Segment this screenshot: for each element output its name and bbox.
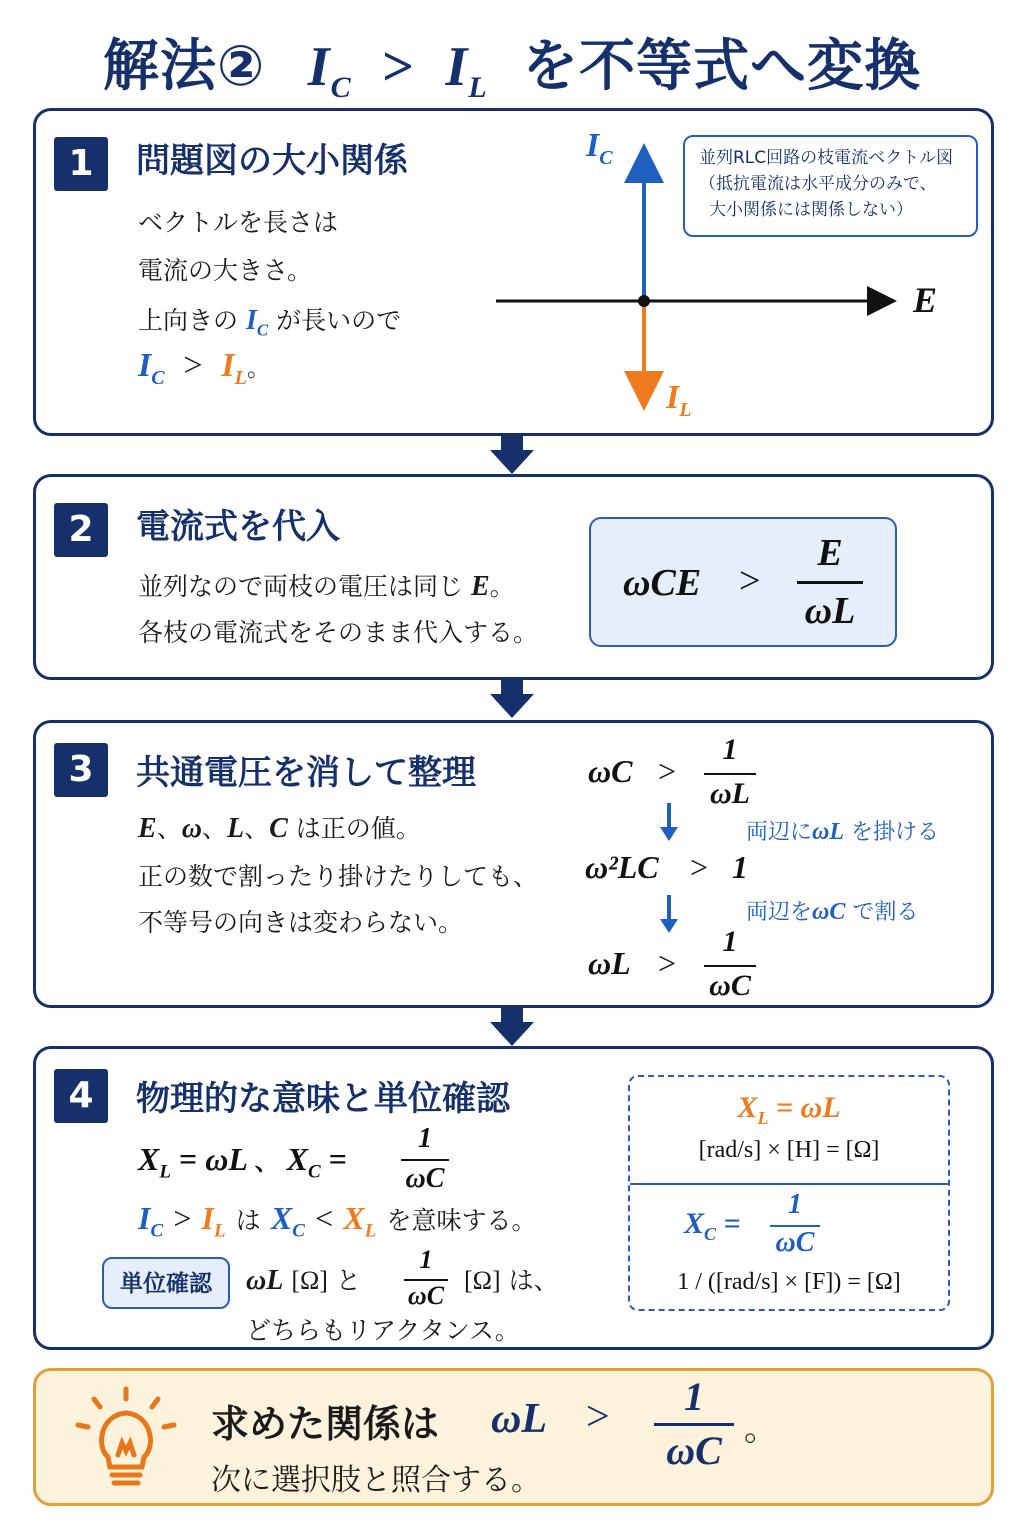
step2-eq-left: ωCE bbox=[623, 562, 702, 604]
step2-line2: 各枝の電流式をそのまま代入する。 bbox=[138, 618, 539, 647]
step1-line2: 電流の大きさ。 bbox=[138, 256, 313, 285]
title-il: I bbox=[445, 36, 469, 98]
step1-concl-il: I bbox=[221, 347, 235, 384]
step3-line1-end: は正の値。 bbox=[295, 814, 421, 843]
box-xc: X bbox=[684, 1207, 705, 1240]
step4-unit-ohm1: [Ω] bbox=[291, 1266, 328, 1295]
step3-sep1: 、 bbox=[156, 814, 182, 843]
flow-arrow-3 bbox=[490, 1008, 534, 1046]
step3-var-c: C bbox=[269, 813, 288, 844]
step4-il: I bbox=[201, 1200, 214, 1236]
step1-line3 bbox=[138, 301, 401, 341]
step3-eq2-left: ω²LC bbox=[585, 849, 659, 885]
step4-lt: < bbox=[315, 1200, 334, 1236]
step3-eq1-gt: > bbox=[658, 753, 677, 789]
step1-line3-post: が長いので bbox=[276, 306, 402, 335]
step3-var-omega: ω bbox=[181, 813, 202, 844]
box-xl-sub: L bbox=[757, 1108, 769, 1128]
step4-defs bbox=[138, 1141, 347, 1183]
step2-number: 2 bbox=[54, 503, 108, 557]
step4-line2-post: を意味する。 bbox=[386, 1206, 537, 1235]
step4-unit-ohm2: [Ω] bbox=[464, 1266, 501, 1295]
step4-xl2-sub: L bbox=[364, 1220, 377, 1242]
step1-concl-il-sub: L bbox=[234, 366, 247, 389]
step1-line3-pre: 上向きの bbox=[138, 306, 239, 335]
step3-number: 3 bbox=[54, 743, 108, 797]
step3-note2-var: ωC bbox=[812, 899, 846, 925]
title-gt: > bbox=[382, 36, 416, 98]
step3-eq3-gt: > bbox=[658, 945, 677, 981]
flow-arrow-1 bbox=[490, 436, 534, 474]
step4-eq1: = bbox=[178, 1141, 198, 1177]
step1-concl-ic: I bbox=[138, 347, 152, 384]
box-xl-rhs: = ωL bbox=[775, 1091, 841, 1124]
step4-xl-sub: L bbox=[159, 1161, 171, 1183]
conclusion-eq-gt: > bbox=[586, 1394, 610, 1440]
step4-gt: > bbox=[173, 1200, 192, 1236]
diagram-il: I bbox=[666, 379, 680, 416]
conclusion-line1: 求めた関係は bbox=[211, 1402, 440, 1446]
step3-note1-post: を掛ける bbox=[851, 820, 940, 845]
step4-xc2-sub: C bbox=[292, 1220, 305, 1242]
step1-concl-gt: > bbox=[183, 347, 203, 384]
title-suffix: を不等式へ変換 bbox=[522, 34, 922, 99]
step4-eq2: = bbox=[328, 1141, 347, 1177]
step2-title: 電流式を代入 bbox=[136, 507, 340, 547]
box-xl: X bbox=[737, 1091, 758, 1124]
step2-panel bbox=[33, 474, 994, 680]
step4-unit-wl: ωL bbox=[246, 1265, 284, 1296]
step4-xc-num: 1 bbox=[418, 1123, 432, 1154]
step2-eq-fraction-bar bbox=[797, 581, 863, 584]
step2-line1-end: 。 bbox=[489, 572, 515, 601]
title-ic: I bbox=[307, 36, 331, 98]
step1-title: 問題図の大小関係 bbox=[136, 141, 408, 181]
diagram-ic-sub: C bbox=[599, 146, 613, 169]
step4-il-sub: L bbox=[213, 1220, 226, 1242]
step4-xc-bar bbox=[401, 1159, 449, 1161]
conclusion-panel bbox=[33, 1368, 994, 1506]
step4-xc-sub: C bbox=[308, 1161, 321, 1183]
step1-conclusion bbox=[138, 345, 271, 390]
step3-title: 共通電圧を消して整理 bbox=[136, 753, 476, 793]
step2-line1-pre: 並列なので両枝の電圧は同じ bbox=[138, 572, 464, 601]
step4-xc2: X bbox=[270, 1200, 293, 1236]
step4-unit-line1 bbox=[246, 1261, 361, 1297]
step3-eq1-left: ωC bbox=[588, 753, 633, 789]
reactance-xc-eq bbox=[684, 1207, 741, 1245]
conclusion-eq-den: ωC bbox=[666, 1428, 722, 1473]
step4-wa: は bbox=[235, 1206, 261, 1235]
step3-note2 bbox=[746, 895, 918, 926]
unit-check-badge: 単位確認 bbox=[102, 1257, 230, 1309]
reactance-xc-units: 1 / ([rad/s] × [F]) = [Ω] bbox=[677, 1269, 901, 1295]
step3-note2-post: で割る bbox=[852, 900, 919, 925]
conclusion-eq-num: 1 bbox=[684, 1374, 704, 1419]
step4-xl-val: ωL bbox=[205, 1141, 247, 1177]
conclusion-line2: 次に選択肢と照合する。 bbox=[211, 1463, 541, 1498]
step3-note2-pre: 両辺を bbox=[746, 900, 813, 925]
box-xc-den: ωC bbox=[775, 1227, 815, 1258]
step4-unit-to: と bbox=[335, 1266, 361, 1295]
reactance-divider bbox=[630, 1183, 948, 1185]
step3-eq2-right: 1 bbox=[732, 849, 748, 885]
step2-line1-var: E bbox=[470, 571, 490, 602]
box-xc-eq: = bbox=[723, 1207, 741, 1240]
step4-ic: I bbox=[138, 1200, 151, 1236]
conclusion-eq-bar bbox=[654, 1423, 734, 1426]
vector-note-line2: （抵抗電流は水平成分のみで、 bbox=[699, 174, 937, 194]
diagram-ic-label bbox=[586, 127, 613, 170]
step3-eq1-den: ωL bbox=[709, 777, 751, 810]
step3-eq3-num: 1 bbox=[722, 925, 738, 958]
reactance-xl-units: [rad/s] × [H] = [Ω] bbox=[698, 1137, 880, 1163]
vector-note-line1: 並列RLC回路の枝電流ベクトル図 bbox=[699, 148, 954, 168]
step3-eq1-bar bbox=[704, 773, 756, 775]
step3-line1 bbox=[138, 809, 421, 845]
step3-var-l: L bbox=[226, 813, 245, 844]
step4-meaning bbox=[138, 1199, 537, 1242]
step2-eq-den: ωL bbox=[804, 590, 856, 632]
step2-equation-box bbox=[589, 517, 897, 647]
step4-ic-sub: C bbox=[150, 1220, 164, 1242]
step3-eq3-left: ωL bbox=[588, 945, 631, 981]
step3-note1-pre: 両辺に bbox=[746, 820, 813, 845]
step4-panel bbox=[33, 1046, 994, 1350]
step4-unit-line1b bbox=[464, 1261, 559, 1297]
step4-unit-end: は、 bbox=[508, 1266, 559, 1295]
step4-unit-den: ωC bbox=[407, 1281, 445, 1310]
box-xc-sub: C bbox=[704, 1224, 717, 1244]
step1-concl-end: 。 bbox=[246, 354, 271, 382]
step2-line1 bbox=[138, 567, 515, 603]
step1-line3-ic-sub: C bbox=[256, 320, 269, 340]
step3-eq3-den: ωC bbox=[709, 969, 751, 1002]
step3-eq2-gt: > bbox=[690, 849, 709, 885]
flow-arrow-2 bbox=[490, 680, 534, 718]
step3-arrow-1 bbox=[658, 803, 680, 843]
step4-number: 4 bbox=[54, 1069, 108, 1123]
step3-var-e: E bbox=[138, 813, 157, 844]
step1-number: 1 bbox=[54, 137, 108, 191]
reactance-xl-eq bbox=[630, 1091, 948, 1129]
step1-concl-ic-sub: C bbox=[151, 366, 165, 389]
diagram-il-sub: L bbox=[679, 398, 692, 421]
box-xc-num: 1 bbox=[788, 1189, 802, 1220]
step3-arrow-2 bbox=[658, 895, 680, 935]
conclusion-eq-end: 。 bbox=[744, 1409, 778, 1449]
step3-sep2: 、 bbox=[201, 814, 227, 843]
step3-line2: 正の数で割ったり掛けたりしても、 bbox=[138, 862, 539, 891]
page-title bbox=[0, 22, 1024, 105]
step2-eq-gt: > bbox=[739, 560, 761, 602]
diagram-e-label: E bbox=[913, 280, 938, 320]
step1-panel bbox=[33, 108, 994, 436]
reactance-box bbox=[628, 1075, 950, 1311]
vector-note bbox=[683, 135, 978, 237]
step4-unit-num: 1 bbox=[419, 1245, 433, 1274]
diagram-il-label bbox=[666, 379, 691, 422]
vector-note-line3: 大小関係には関係しない） bbox=[709, 200, 913, 220]
step3-note1 bbox=[746, 815, 939, 846]
step3-eq1-num: 1 bbox=[722, 733, 738, 766]
step4-unit-line2: どちらもリアクタンス。 bbox=[246, 1316, 520, 1345]
step4-xc: X bbox=[286, 1141, 309, 1177]
step4-xc-den: ωC bbox=[405, 1163, 445, 1194]
title-ic-sub: C bbox=[330, 71, 352, 105]
step4-sep: 、 bbox=[254, 1150, 279, 1176]
step4-xl2: X bbox=[343, 1200, 365, 1236]
diagram-ic: I bbox=[586, 127, 600, 164]
step3-line3: 不等号の向きは変わらない。 bbox=[138, 908, 464, 937]
origin-point bbox=[638, 295, 650, 307]
lightbulb-icon bbox=[66, 1385, 186, 1495]
step3-note1-var: ωL bbox=[812, 819, 845, 845]
title-prefix: 解法② bbox=[102, 34, 266, 99]
title-il-sub: L bbox=[468, 71, 488, 105]
step3-eq3-bar bbox=[704, 965, 756, 967]
step4-title: 物理的な意味と単位確認 bbox=[136, 1079, 510, 1119]
step3-sep3: 、 bbox=[244, 814, 270, 843]
step3-panel bbox=[33, 720, 994, 1008]
step1-line1: ベクトルを長さは bbox=[138, 208, 339, 237]
step2-eq-num: E bbox=[817, 532, 843, 574]
step4-xl: X bbox=[138, 1141, 160, 1177]
conclusion-eq-left: ωL bbox=[491, 1396, 548, 1442]
step1-line3-ic: I bbox=[245, 305, 257, 336]
